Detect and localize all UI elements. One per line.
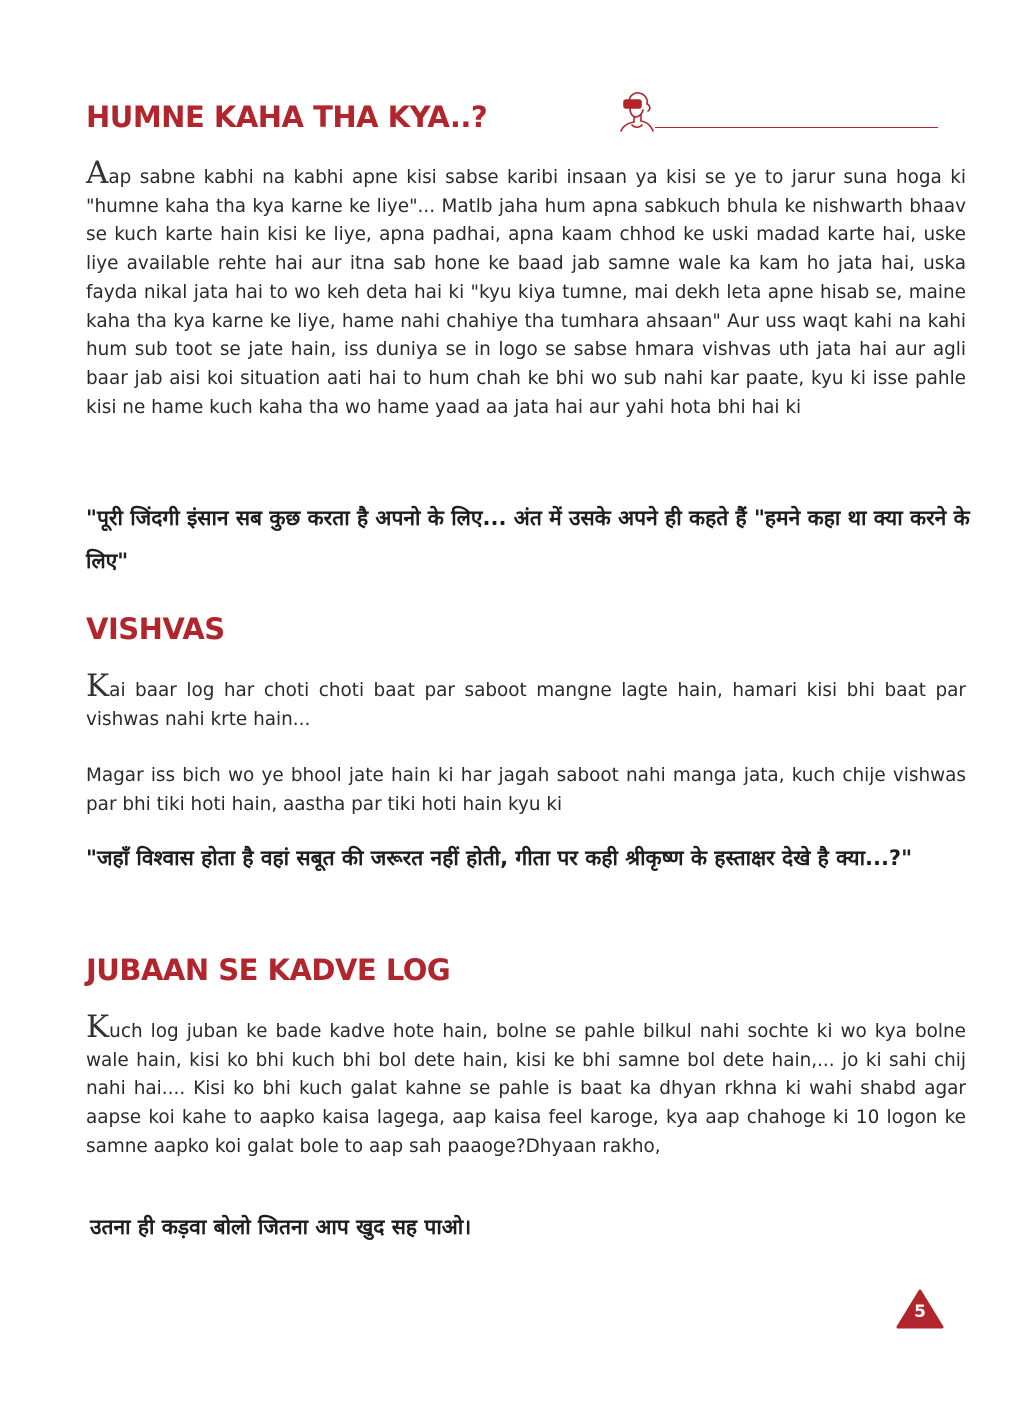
- hindi-quote-vishvas: "जहाँ विश्वास होता है वहां सबूत की जरूरत नहीं होती, गीता पर कही श्रीकृष्ण के हस्ताक्षर देखे है क्या...?": [86, 846, 913, 870]
- section-title-humne-kaha-tha-kya: HUMNE KAHA THA KYA..?: [86, 100, 488, 134]
- hindi-quote-jubaan: उतना ही कड़वा बोलो जितना आप खुद सह पाओ।: [90, 1215, 472, 1239]
- drop-cap: A: [86, 155, 109, 191]
- paragraph-text: ap sabne kabhi na kabhi apne kisi sabse karibi insaan ya kisi se ye to jarur suna hoga ki "humne kaha tha kya karne ke liye"... Matlb jaha hum apna sabkuch bhula ke nishwarth bhaav se kuch karte hain kisi ke liye, apna padhai, apna kaam chhod ke uski madad karte hai, uske liye available rehte hai aur itna sab hone ke baad jab samne wale ka kam ho jata hai, uska fayda nikal jata hai to wo keh deta hai ki "kyu kiya tumne, mai dekh leta apne hisab se, maine kaha tha kya karne ke liye, hame nahi chahiye tha tumhara ahsaan" Aur uss waqt kahi na kahi hum sub toot se jate hain, iss duniya se in logo se sabse hmara vishvas uth jata hai aur agli baar jab aisi koi situation aati hai to hum chah ke bhi wo sub nahi kar paate, kyu ki isse pahle kisi ne hame kuch kaha tha wo hame yaad aa jata hai aur yahi hota bhi hai ki: [86, 167, 966, 418]
- hindi-quote-humne-kaha: "पूरी जिंदगी इंसान सब कुछ करता है अपनो के लिए... अंत में उसके अपने ही कहते हैं "हमने कहा था क्या करने के लिए": [86, 506, 970, 573]
- heading-divider-line: [655, 127, 938, 128]
- section-title-vishvas: VISHVAS: [86, 612, 225, 646]
- page-number: 5: [914, 1302, 926, 1322]
- paragraph-text: uch log juban ke bade kadve hote hain, bolne se pahle bilkul nahi sochte ki wo kya bolne wale hain, kisi ko bhi kuch bhi bol dete hain, kisi ke bhi samne bol dete hain,... jo ki sahi chij nahi hai.... Kisi ko bhi kuch galat kahne se pahle is baat ka dhyan rkhna ki wahi shabd agar aapse koi kahe to aapko kaisa lagega, aap kaisa feel karoge, kya aap chahoge ki 10 logon ke samne aapko koi galat bole to aap sah paaoge?Dhyaan rakho,: [86, 1021, 966, 1157]
- woman-with-vr-headset-icon: [612, 88, 660, 132]
- paragraph-vishvas-1: [86, 668, 966, 734]
- paragraph-humne-kaha: [86, 155, 966, 422]
- paragraph-vishvas-2: Magar iss bich wo ye bhool jate hain ki har jagah saboot nahi manga jata, kuch chije vishwas par bhi tiki hoti hain, aastha par tiki hoti hain kyu ki: [86, 765, 966, 815]
- drop-cap: K: [86, 1009, 110, 1045]
- drop-cap: K: [86, 668, 110, 704]
- section-title-jubaan-se-kadve-log: JUBAAN SE KADVE LOG: [86, 953, 451, 987]
- paragraph-text: ai baar log har choti choti baat par saboot mangne lagte hain, hamari kisi bhi baat par vishwas nahi krte hain...: [86, 680, 966, 730]
- paragraph-jubaan: [86, 1009, 966, 1162]
